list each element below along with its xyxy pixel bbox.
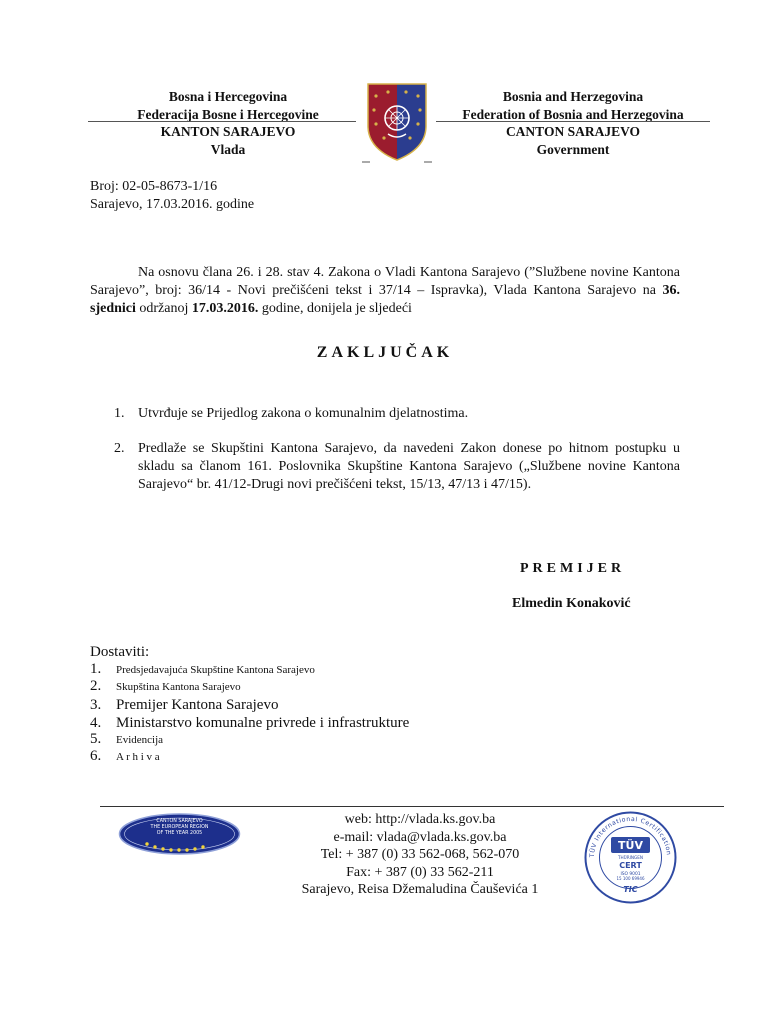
header-left-line-3: KANTON SARAJEVO xyxy=(160,124,296,139)
contact-block xyxy=(230,811,610,899)
list-item xyxy=(90,749,409,766)
distribution-title: Dostaviti: xyxy=(90,644,150,660)
signature-name: Elmedin Konaković xyxy=(512,596,631,611)
list-item-number: 2. xyxy=(90,678,102,694)
list-item xyxy=(90,696,409,714)
coat-of-arms-icon xyxy=(362,80,432,166)
decision-item-number: 1. xyxy=(114,406,125,421)
badge-line-2: THE EUROPEAN REGION xyxy=(150,825,209,830)
list-item-number: 3. xyxy=(90,697,102,713)
list-item xyxy=(90,679,409,696)
seal-cert: CERT xyxy=(619,861,642,870)
seal-mark: TIC xyxy=(623,885,638,894)
header-left-line-1: Bosna i Hercegovina xyxy=(168,89,288,104)
header-left-line-4: Vlada xyxy=(210,141,246,157)
header-right-line-1: Bosnia and Herzegovina xyxy=(502,89,644,104)
seal-number: 15 100 69946 xyxy=(616,876,645,881)
seal-ring-text: TÜV International Certification xyxy=(588,815,672,858)
list-item xyxy=(90,714,409,732)
list-item-text: Ministarstvo komunalne privrede i infrastrukture xyxy=(116,715,410,731)
intro-text-2: održanoj xyxy=(135,301,192,316)
decision-title: ZAKLJUČAK xyxy=(316,344,454,361)
signature-title: PREMIJER xyxy=(520,561,626,576)
decision-item xyxy=(114,405,680,423)
header-right-line-2: Federation of Bosnia and Herzegovina xyxy=(462,106,684,122)
list-item-text: A r h i v a xyxy=(116,751,160,763)
header-right xyxy=(448,88,698,158)
seal-brand: TÜV xyxy=(618,839,643,852)
header-right-rule xyxy=(436,121,710,122)
header-right-line-4: Government xyxy=(536,141,610,157)
decision-item xyxy=(114,440,680,494)
list-item-text: Premijer Kantona Sarajevo xyxy=(116,697,279,713)
contact-fax: Fax: + 387 (0) 33 562-211 xyxy=(346,864,494,880)
distribution-list xyxy=(90,662,409,766)
intro-text-1: Na osnovu člana 26. i 28. stav 4. Zakona o Vladi Kantona Sarajevo (”Službene novine Kantona Sarajevo”, broj: 36/14 - Novi prečišćeni tekst i 37/14 – Ispravka), Vlada Kantona Sarajevo na xyxy=(90,265,680,298)
contact-web: web: http://vlada.ks.gov.ba xyxy=(344,812,496,827)
footer-rule xyxy=(100,806,724,807)
intro-paragraph xyxy=(90,264,680,318)
reference-block xyxy=(90,178,254,214)
eu-region-badge-icon xyxy=(117,811,242,857)
decision-item-text: Predlaže se Skupštini Kantona Sarajevo, da navedeni Zakon donese po hitnom postupku u skladu sa članom 161. Poslovnika Skupštine Kantona Sarajevo („Službene novine Kantona Sarajevo“ br. 41/12-Drugi novi prečišćeni tekst, 15/13, 47/13 i 47/15). xyxy=(138,441,680,492)
tuv-certification-seal-icon xyxy=(583,810,678,905)
list-item-number: 5. xyxy=(90,731,102,747)
header-left xyxy=(103,88,353,158)
list-item xyxy=(90,732,409,749)
list-item-number: 1. xyxy=(90,661,102,677)
header-left-line-2: Federacija Bosne i Hercegovine xyxy=(137,106,319,122)
intro-session: 36. sjednici xyxy=(90,283,680,316)
intro-date: 17.03.2016. xyxy=(191,301,259,316)
list-item-text: Evidencija xyxy=(116,734,164,746)
list-item xyxy=(90,662,409,679)
list-item-number: 4. xyxy=(90,715,102,731)
list-item-text: Skupština Kantona Sarajevo xyxy=(116,681,241,693)
contact-address: Sarajevo, Reisa Džemaludina Čauševića 1 xyxy=(301,882,539,897)
seal-iso: ISO 9001 xyxy=(620,872,641,877)
decision-item-text: Utvrđuje se Prijedlog zakona o komunalnim djelatnostima. xyxy=(138,406,469,421)
contact-tel: Tel: + 387 (0) 33 562-068, 562-070 xyxy=(320,847,520,862)
reference-number: Broj: 02-05-8673-1/16 xyxy=(90,179,218,194)
list-item-text: Predsjedavajuća Skupštine Kantona Sarajevo xyxy=(116,664,315,676)
reference-place-date: Sarajevo, 17.03.2016. godine xyxy=(90,197,255,212)
intro-text-3: godine, donijela je sljedeći xyxy=(258,301,412,316)
contact-email: e-mail: vlada@vlada.ks.gov.ba xyxy=(333,829,507,845)
header-left-rule xyxy=(88,121,356,122)
badge-line-3: OF THE YEAR 2005 xyxy=(156,831,203,836)
badge-line-1: CANTON SARAJEVO xyxy=(156,819,203,824)
list-item-number: 6. xyxy=(90,748,102,764)
decision-item-number: 2. xyxy=(114,441,125,456)
seal-sub: THÜRINGEN xyxy=(617,855,644,860)
header-right-line-3: CANTON SARAJEVO xyxy=(505,124,641,139)
